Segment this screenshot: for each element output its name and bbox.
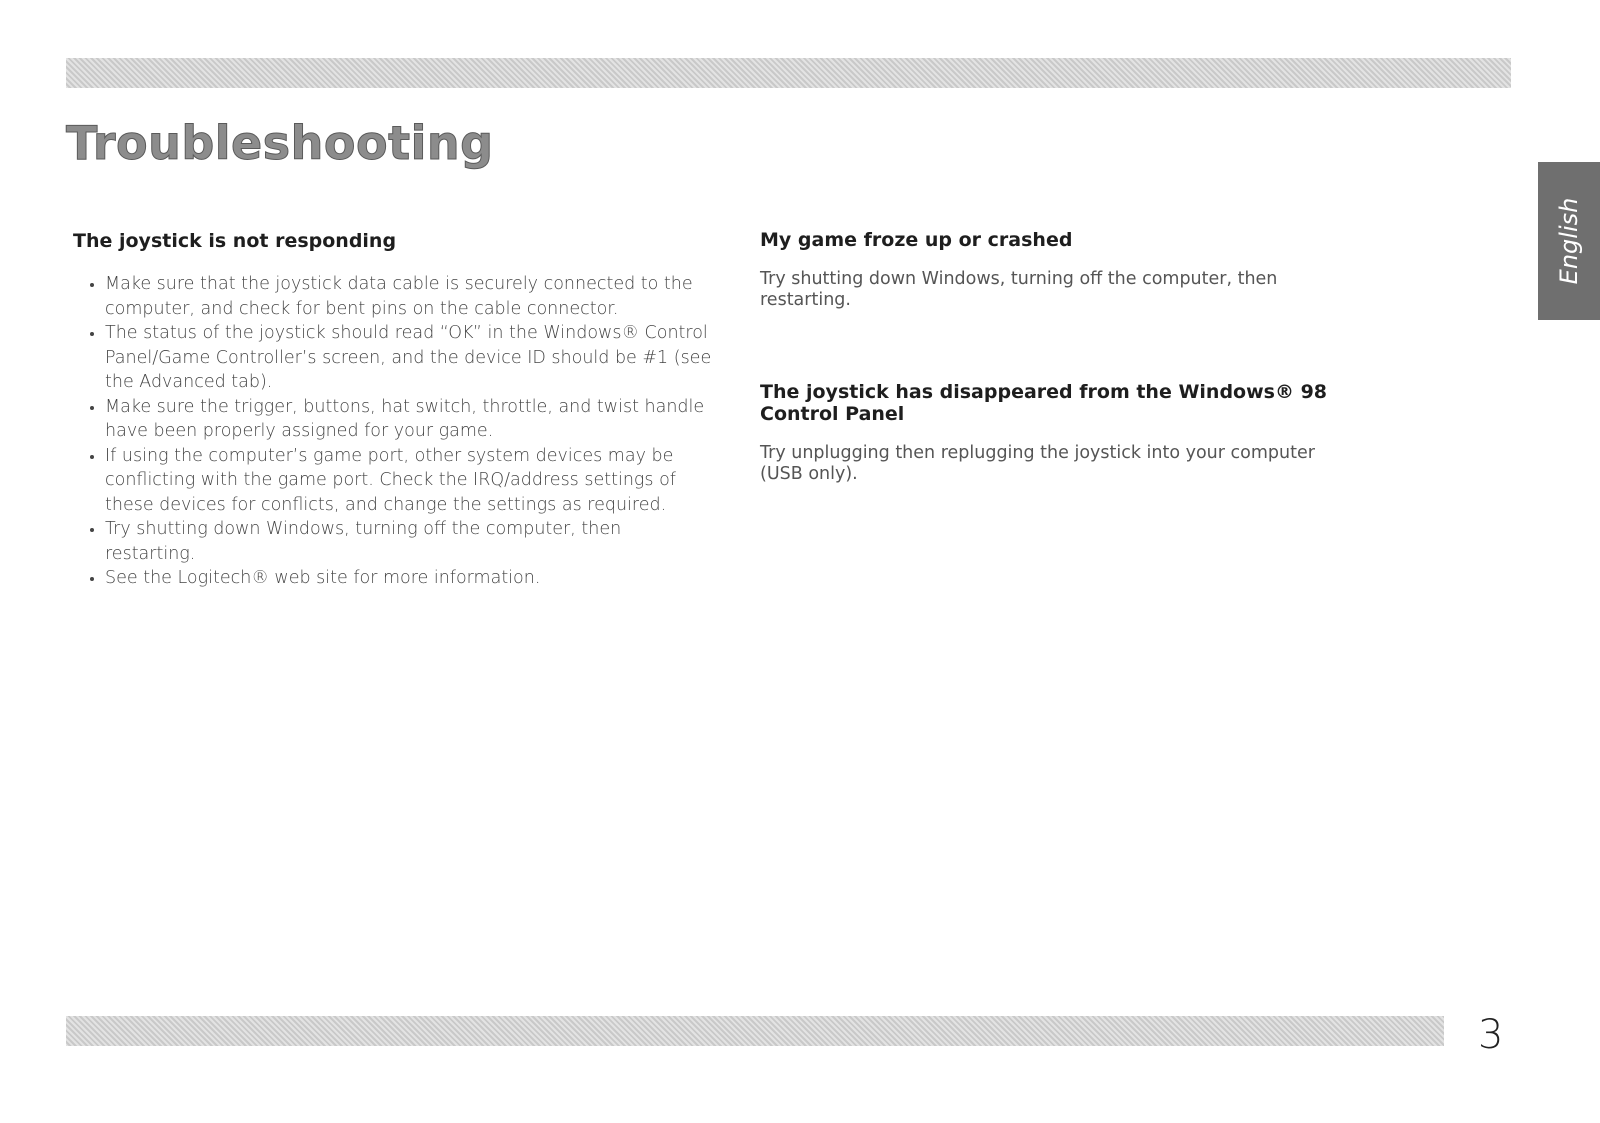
language-tab-label: English bbox=[1555, 197, 1583, 285]
section-body: Try unplugging then replugging the joystick into your computer (USB only). bbox=[760, 443, 1315, 484]
section-joystick-not-responding bbox=[73, 230, 713, 591]
page-title: Troubleshooting bbox=[66, 116, 494, 170]
section-heading: The joystick is not responding bbox=[73, 230, 397, 252]
section-heading: My game froze up or crashed bbox=[760, 229, 1073, 251]
section-heading: The joystick has disappeared from the Windows® 98 Control Panel bbox=[760, 381, 1328, 425]
list-item: • If using the computer’s game port, other system devices may be conflicting with the game port. Check the IRQ/address settings of these devices for conflicts, and change the settings as required. bbox=[105, 444, 713, 518]
list-item: • Make sure that the joystick data cable is securely connected to the computer, and check for bent pins on the cable connector. bbox=[105, 272, 713, 321]
list-item: • Make sure the trigger, buttons, hat switch, throttle, and twist handle have been properly assigned for your game. bbox=[105, 395, 713, 444]
section-joystick-disappeared bbox=[760, 381, 1360, 485]
list-item: • Try shutting down Windows, turning off the computer, then restarting. bbox=[105, 517, 713, 566]
language-tab bbox=[1538, 162, 1600, 320]
top-decorative-band bbox=[66, 58, 1511, 88]
section-body: Try shutting down Windows, turning off the computer, then restarting. bbox=[760, 269, 1278, 310]
list-item: • See the Logitech® web site for more information. bbox=[105, 566, 713, 591]
section-game-froze bbox=[760, 229, 1360, 311]
list-item: • The status of the joystick should read “OK” in the Windows® Control Panel/Game Controller’s screen, and the device ID should be #1 (see the Advanced tab). bbox=[105, 321, 713, 395]
bottom-decorative-band bbox=[66, 1016, 1444, 1046]
tips-list bbox=[73, 272, 713, 591]
page-number: 3 bbox=[1478, 1012, 1504, 1058]
